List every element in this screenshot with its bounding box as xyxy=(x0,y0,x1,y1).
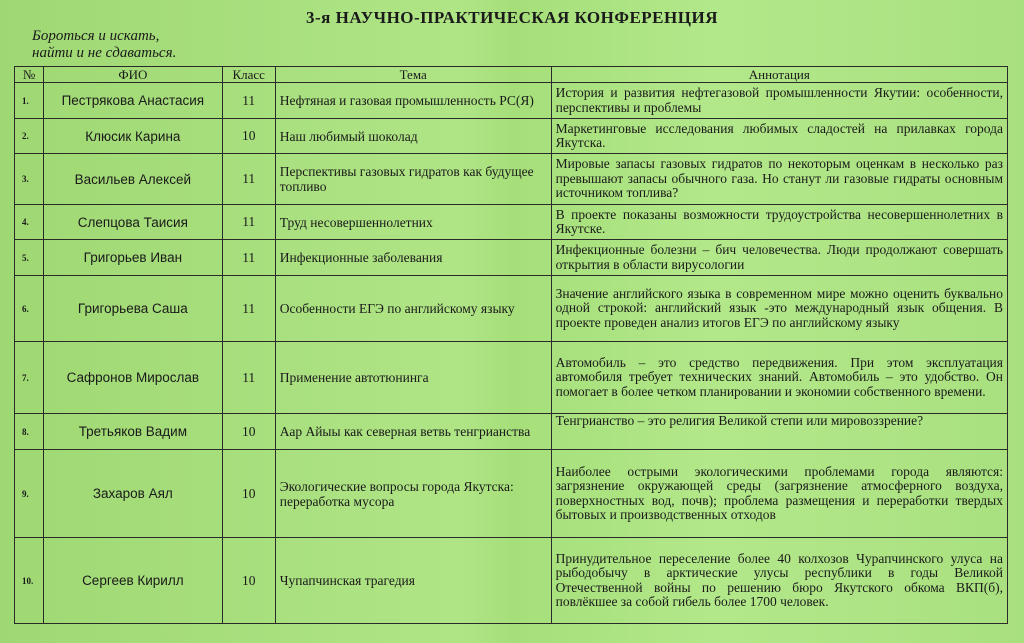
page-title: 3-я НАУЧНО-ПРАКТИЧЕСКАЯ КОНФЕРЕНЦИЯ xyxy=(306,8,718,27)
row-number: 5. xyxy=(15,240,44,276)
student-class: 10 xyxy=(222,450,275,538)
topic: Особенности ЕГЭ по английскому языку xyxy=(275,276,551,342)
row-number: 8. xyxy=(15,414,44,450)
table-row xyxy=(15,240,1008,276)
table-row xyxy=(15,414,1008,450)
topic: Аар Айыы как северная ветвь тенгрианства xyxy=(275,414,551,450)
motto xyxy=(32,28,176,62)
student-class: 11 xyxy=(222,240,275,276)
topic: Перспективы газовых гидратов как будущее топливо xyxy=(275,154,551,205)
col-header-class: Класс xyxy=(222,67,275,83)
topic: Чупапчинская трагедия xyxy=(275,538,551,624)
table-row xyxy=(15,205,1008,240)
topic: Наш любимый шоколад xyxy=(275,119,551,154)
student-class: 11 xyxy=(222,83,275,119)
conference-table xyxy=(14,66,1008,624)
annotation: История и развития нефтегазовой промышленности Якутии: особенности, перспективы и проблемы xyxy=(551,83,1007,119)
annotation: В проекте показаны возможности трудоустройства несовершеннолетних в Якутске. xyxy=(551,205,1007,240)
annotation: Значение английского языка в современном мире можно оценить буквально одной строкой: английский язык -это международный язык общения. В проекте проведен анализ итогов ЕГЭ по английскому языку xyxy=(551,276,1007,342)
student-name: Григорьева Саша xyxy=(44,276,223,342)
topic: Инфекционные заболевания xyxy=(275,240,551,276)
motto-line-2: найти и не сдаваться. xyxy=(32,45,177,61)
col-header-topic: Тема xyxy=(275,67,551,83)
row-number: 1. xyxy=(15,83,44,119)
student-class: 10 xyxy=(222,414,275,450)
student-name: Сергеев Кирилл xyxy=(44,538,223,624)
table-row xyxy=(15,119,1008,154)
col-header-annotation: Аннотация xyxy=(551,67,1007,83)
topic: Нефтяная и газовая промышленность РС(Я) xyxy=(275,83,551,119)
student-name: Захаров Аял xyxy=(44,450,223,538)
row-number: 6. xyxy=(15,276,44,342)
topic: Труд несовершеннолетних xyxy=(275,205,551,240)
student-class: 10 xyxy=(222,119,275,154)
col-header-number: № xyxy=(15,67,44,83)
student-name: Васильев Алексей xyxy=(44,154,223,205)
annotation: Маркетинговые исследования любимых сладостей на прилавках города Якутска. xyxy=(551,119,1007,154)
student-name: Сафронов Мирослав xyxy=(44,342,223,414)
topic: Экологические вопросы города Якутска: переработка мусора xyxy=(275,450,551,538)
student-class: 11 xyxy=(222,276,275,342)
student-name: Слепцова Таисия xyxy=(44,205,223,240)
student-name: Клюсик Карина xyxy=(44,119,223,154)
table-row xyxy=(15,342,1008,414)
student-name: Григорьев Иван xyxy=(44,240,223,276)
row-number: 9. xyxy=(15,450,44,538)
row-number: 4. xyxy=(15,205,44,240)
row-number: 10. xyxy=(15,538,44,624)
table-row xyxy=(15,450,1008,538)
table-header xyxy=(15,67,1008,83)
table-row xyxy=(15,154,1008,205)
annotation: Мировые запасы газовых гидратов по некоторым оценкам в несколько раз превышают запасы обычного газа. Но станут ли газовые гидраты основным источником топлива? xyxy=(551,154,1007,205)
student-class: 11 xyxy=(222,205,275,240)
student-name: Третьяков Вадим xyxy=(44,414,223,450)
table-row xyxy=(15,83,1008,119)
student-name: Пестрякова Анастасия xyxy=(44,83,223,119)
row-number: 7. xyxy=(15,342,44,414)
annotation: Наиболее острыми экологическими проблемами города являются: загрязнение окружающей среды (загрязнение атмосферного воздуха, поверхностных вод, почв); проблема размещения и переработки твердых бытовых и производственных отходов xyxy=(551,450,1007,538)
col-header-name: ФИО xyxy=(44,67,223,83)
student-class: 11 xyxy=(222,154,275,205)
annotation: Инфекционные болезни – бич человечества. Люди продолжают совершать открытия в области вирусологии xyxy=(551,240,1007,276)
student-class: 10 xyxy=(222,538,275,624)
table-row xyxy=(15,538,1008,624)
annotation: Тенгрианство – это религия Великой степи или мировоззрение? xyxy=(551,414,1007,450)
row-number: 3. xyxy=(15,154,44,205)
annotation: Автомобиль – это средство передвижения. При этом эксплуатация автомобиля требует технических знаний. Автомобиль – это удобство. Он помогает в более четком планировании и экономии собственного времени. xyxy=(551,342,1007,414)
topic: Применение автотюнинга xyxy=(275,342,551,414)
annotation: Принудительное переселение более 40 колхозов Чурапчинского улуса на рыбодобычу в арктические улусы республики в годы Великой Отечественной войны по решению бюро Якутского обкома ВКП(б), повлёкшее за собой гибель более 1700 человек. xyxy=(551,538,1007,624)
table-row xyxy=(15,276,1008,342)
row-number: 2. xyxy=(15,119,44,154)
student-class: 11 xyxy=(222,342,275,414)
motto-line-1: Бороться и искать, xyxy=(32,28,160,44)
